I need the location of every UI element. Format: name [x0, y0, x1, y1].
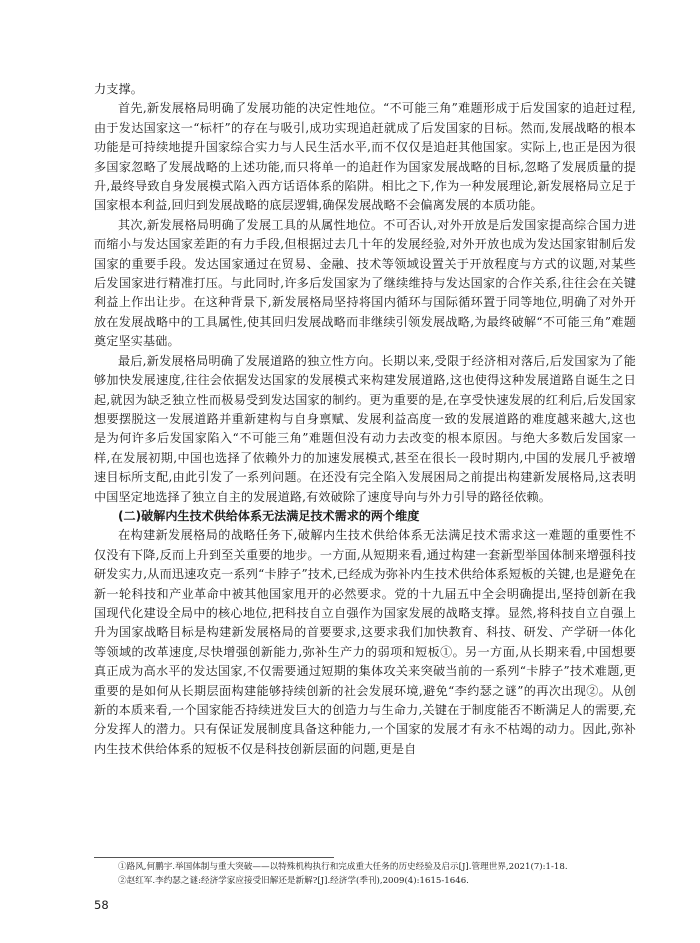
paragraph-first: 首先,新发展格局明确了发展功能的决定性地位。“不可能三角”难题形成于后发国家的追赶过程,由于发达国家这一“标杆”的存在与吸引,成功实现追赶就成了后发国家的目标。然而,发展战略的根本功能是可持续地提升国家综合实力与人民生活水平,而不仅仅是追赶其他国家。实际上,也正是因为很多国家忽略了发展战略的上述功能,而只将单一的追赶作为国家发展战略的目标,忽略了发展质量的提升,最终导致自身发展模式陷入西方话语体系的陷阱。相比之下,作为一种发展理论,新发展格局立足于国家根本利益,回归到发展战略的底层逻辑,确保发展战略不会偏离发展的本质功能。	[94, 101, 636, 213]
paragraph-second: 其次,新发展格局明确了发展工具的从属性地位。不可否认,对外开放是后发国家提高综合国力进而缩小与发达国家差距的有力手段,但根据过去几十年的发展经验,对外开放也成为发达国家钳制后发国家的重要手段。发达国家通过在贸易、金融、技术等领域设置关于开放程度与方式的议题,对某些后发国家进行精准打压。与此同时,许多后发国家为了继续维持与发达国家的合作关系,往往会在关键利益上作出让步。在这种背景下,新发展格局坚持将国内循环与国际循环置于同等地位,明确了对外开放在发展战略中的工具属性,使其回归发展战略而非继续引领发展战略,为最终破解“不可能三角”难题奠定坚实基础。	[94, 217, 636, 349]
article-body	[94, 80, 636, 759]
footnote-1: ①路风,何鹏宇.举国体制与重大突破——以特殊机构执行和完成重大任务的历史经验及启示[J].管理世界,2021(7):1-18.	[118, 862, 568, 872]
footnote-2: ②赵红军.李约瑟之谜:经济学家应接受旧解还是新解?[J].经济学(季刊),2009(4):1615-1646.	[118, 876, 469, 886]
paragraph-last: 最后,新发展格局明确了发展道路的独立性方向。长期以来,受限于经济相对落后,后发国家为了能够加快发展速度,往往会依据发达国家的发展模式来构建发展道路,这也使得这种发展道路自诞生之日起,就因为缺乏独立性而极易受到发达国家的制约。更为重要的是,在享受快速发展的红利后,后发国家想要摆脱这一发展道路并重新建构与自身禀赋、发展利益高度一致的发展道路的难度越来越大,这也是为何许多后发国家陷入“不可能三角”难题但没有动力去改变的根本原因。与绝大多数后发国家一样,在发展初期,中国也选择了依赖外力的加速发展模式,甚至在很长一段时期内,中国的发展几乎被增速目标所支配,由此引发了一系列问题。在还没有完全陷入发展困局之前提出构建新发展格局,这表明中国坚定地选择了独立自主的发展道路,有效破除了速度导向与外力引导的路径依赖。	[94, 353, 636, 504]
footnotes	[118, 860, 638, 888]
paragraph-section-two: 在构建新发展格局的战略任务下,破解内生技术供给体系无法满足技术需求这一难题的重要性不仅没有下降,反而上升到至关重要的地步。一方面,从短期来看,通过构建一套新型举国体制来增强科技研发实力,从而迅速攻克一系列“卡脖子”技术,已经成为弥补内生技术供给体系短板的关键,也是避免在新一轮科技和产业革命中被其他国家甩开的必然要求。党的十九届五中全会明确提出,坚持创新在我国现代化建设全局中的核心地位,把科技自立自强作为国家发展的战略支撑。显然,将科技自立自强上升为国家战略目标是构建新发展格局的首要要求,这要求我们加快教育、科技、研发、产学研一体化等领域的改革速度,尽快增强创新能力,弥补生产力的弱项和短板①。另一方面,从长期来看,中国想要真正成为高水平的发达国家,不仅需要通过短期的集体攻关来突破当前的一系列“卡脖子”技术难题,更重要的是如何从长期层面构建能够持续创新的社会发展环境,避免“李约瑟之谜”的再次出现②。从创新的本质来看,一个国家能否持续迸发巨大的创造力与生命力,关键在于制度能否不断满足人的需要,充分发挥人的潜力。只有保证发展制度具备这种能力,一个国家的发展才有永不枯竭的动力。因此,弥补内生技术供给体系的短板不仅是科技创新层面的问题,更是自	[94, 528, 636, 756]
page-number: 58	[94, 898, 109, 912]
footnote-divider	[94, 857, 334, 858]
paragraph-intro-tail: 力支撑。	[94, 82, 143, 96]
section-heading: (二)破解内生技术供给体系无法满足技术需求的两个维度	[118, 508, 420, 523]
